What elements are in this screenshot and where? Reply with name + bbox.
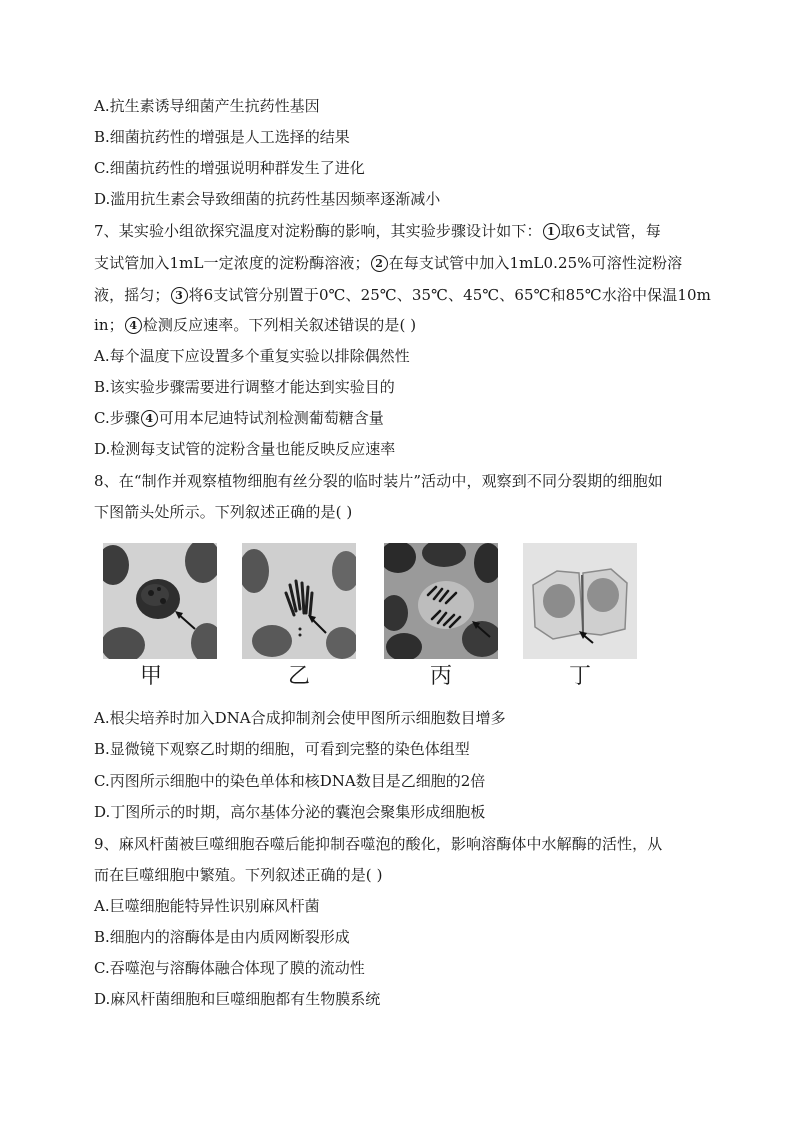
q7-option-b: B.该实验步骤需要进行调整才能达到实验目的 <box>94 378 395 396</box>
q7-option-a: A.每个温度下应设置多个重复实验以排除偶然性 <box>94 347 410 365</box>
q7-stem-line-2 <box>94 253 714 273</box>
q8-stem-line-2: 下图箭头处所示。下列叙述正确的是( ) <box>94 503 353 521</box>
q7-stem-text: in； <box>94 316 124 334</box>
q8-option-d: D.丁图所示的时期，高尔基体分泌的囊泡会聚集形成细胞板 <box>94 803 486 821</box>
q7-stem-text: 支试管加入1mL一定浓度的淀粉酶溶液； <box>94 254 370 272</box>
q7-option-c-text: 可用本尼迪特试剂检测葡萄糖含量 <box>158 409 384 427</box>
micrograph-bing <box>384 543 498 659</box>
q7-stem-line-3 <box>94 285 714 305</box>
q7-stem-text: 液，摇匀； <box>94 286 170 304</box>
q7-stem-text: 7、某实验小组欲探究温度对淀粉酶的影响，其实验步骤设计如下： <box>94 222 542 240</box>
micrograph-jia <box>103 543 217 659</box>
q6-option-d: D.滥用抗生素会导致细菌的抗药性基因频率逐渐减小 <box>94 190 441 208</box>
q8-option-a: A.根尖培养时加入DNA合成抑制剂会使甲图所示细胞数目增多 <box>94 709 506 727</box>
q8-option-b: B.显微镜下观察乙时期的细胞，可看到完整的染色体组型 <box>94 740 470 758</box>
q8-stem-line-1: 8、在“制作并观察植物细胞有丝分裂的临时装片”活动中，观察到不同分裂期的细胞如 <box>94 472 663 490</box>
micrograph-ding <box>523 543 637 659</box>
q9-option-b: B.细胞内的溶酶体是由内质网断裂形成 <box>94 928 350 946</box>
caption-bing: 丙 <box>429 664 452 689</box>
q9-option-c: C.吞噬泡与溶酶体融合体现了膜的流动性 <box>94 959 365 977</box>
caption-yi: 乙 <box>287 664 310 689</box>
micrograph-yi <box>242 543 356 659</box>
q7-stem-text: 检测反应速率。下列相关叙述错误的是( ) <box>142 316 417 334</box>
q7-option-d: D.检测每支试管的淀粉含量也能反映反应速率 <box>94 440 396 458</box>
q6-option-a: A.抗生素诱导细菌产生抗药性基因 <box>94 97 320 115</box>
caption-jia: 甲 <box>139 664 162 689</box>
q6-option-b: B.细菌抗药性的增强是人工选择的结果 <box>94 128 350 146</box>
q7-option-c-text: C.步骤 <box>94 409 140 427</box>
q7-option-c <box>94 408 714 428</box>
step-1-marker: 1 <box>543 223 560 240</box>
q7-stem-line-1 <box>94 221 714 241</box>
caption-ding: 丁 <box>568 664 591 689</box>
q8-option-c: C.丙图所示细胞中的染色单体和核DNA数目是乙细胞的2倍 <box>94 772 486 790</box>
step-4-marker: 4 <box>141 410 158 427</box>
q7-stem-line-4 <box>94 315 714 335</box>
q7-stem-text: 在每支试管中加入1mL0.25%可溶性淀粉溶 <box>388 254 683 272</box>
q7-stem-text: 将6支试管分别置于0℃、25℃、35℃、45℃、65℃和85℃水浴中保温10m <box>188 286 711 304</box>
q9-stem-line-1: 9、麻风杆菌被巨噬细胞吞噬后能抑制吞噬泡的酸化，影响溶酶体中水解酶的活性，从 <box>94 835 663 853</box>
q9-stem-line-2: 而在巨噬细胞中繁殖。下列叙述正确的是( ) <box>94 866 383 884</box>
step-3-marker: 3 <box>171 287 188 304</box>
q7-stem-text: 取6支试管，每 <box>560 222 661 240</box>
step-2-marker: 2 <box>371 255 388 272</box>
q9-option-d: D.麻风杆菌细胞和巨噬细胞都有生物膜系统 <box>94 990 381 1008</box>
q9-option-a: A.巨噬细胞能特异性识别麻风杆菌 <box>94 897 320 915</box>
step-4-marker: 4 <box>125 317 142 334</box>
q6-option-c: C.细菌抗药性的增强说明种群发生了进化 <box>94 159 365 177</box>
